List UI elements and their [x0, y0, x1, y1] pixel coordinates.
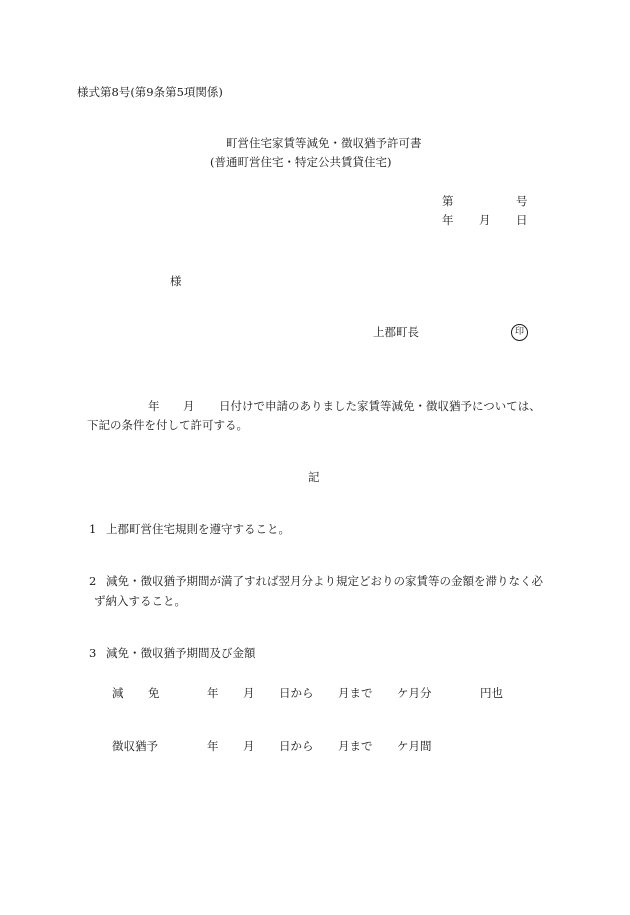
reduction-month-until: 月まで — [338, 686, 373, 700]
reduction-label-b: 免 — [148, 686, 160, 700]
doc-date-year: 年 — [442, 213, 454, 227]
deferral-months-period: ケ月間 — [397, 739, 432, 753]
body-line2: 下記の条件を付して許可する。 — [87, 418, 248, 432]
form-number: 様式第8号(第9条第5項関係) — [77, 85, 223, 99]
doc-number-dai: 第 — [442, 194, 454, 208]
reduction-month: 月 — [243, 686, 255, 700]
doc-date-month: 月 — [479, 213, 491, 227]
deferral-month-until: 月まで — [338, 739, 373, 753]
deferral-day-from: 日から — [279, 739, 314, 753]
reduction-months-portion: ケ月分 — [397, 686, 432, 700]
condition-1-number: 1 — [89, 522, 97, 536]
condition-2-number: 2 — [89, 574, 97, 588]
ki-heading: 記 — [308, 470, 320, 484]
reduction-day-from: 日から — [279, 686, 314, 700]
reduction-yen: 円也 — [480, 686, 503, 700]
issuer-name: 上郡町長 — [373, 325, 419, 339]
reduction-label-a: 減 — [112, 686, 124, 700]
addressee-suffix: 様 — [170, 274, 182, 288]
body-year: 年 — [148, 399, 160, 413]
document-title: 町営住宅家賃等減免・徴収猶予許可書 — [226, 136, 422, 150]
seal-mark: 印 — [511, 324, 528, 341]
deferral-label: 徴収猶予 — [112, 739, 158, 753]
doc-number-go: 号 — [516, 194, 528, 208]
deferral-month: 月 — [243, 739, 255, 753]
document-subtitle: (普通町営住宅・特定公共賃貸住宅) — [210, 155, 392, 169]
body-month: 月 — [183, 399, 195, 413]
condition-1-text: 上郡町営住宅規則を遵守すること。 — [106, 522, 290, 536]
condition-2-line2: ず納入すること。 — [94, 594, 186, 608]
deferral-year: 年 — [207, 739, 219, 753]
doc-date-day: 日 — [516, 213, 528, 227]
condition-2-line1: 減免・徴収猶予期間が満了すれば翌月分より規定どおりの家賃等の金額を滞りなく必 — [106, 574, 543, 588]
body-line1: 日付けで申請のありました家賃等減免・徴収猶予については、 — [219, 399, 541, 413]
reduction-year: 年 — [207, 686, 219, 700]
condition-3-number: 3 — [89, 646, 97, 660]
condition-3-text: 減免・徴収猶予期間及び金額 — [106, 646, 256, 660]
